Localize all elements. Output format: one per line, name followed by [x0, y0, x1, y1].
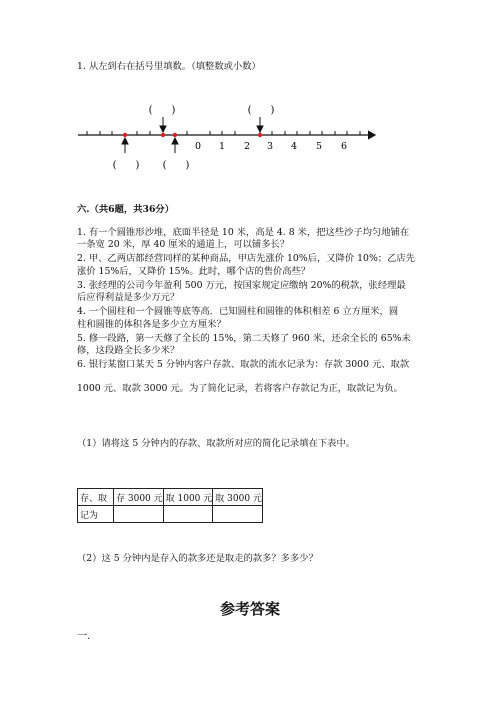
problem-line-4: 涨价 15%后，又降价 15%。此时，哪个店的售价高些？: [77, 266, 311, 277]
number-line: [0, 95, 500, 235]
answers-title: 参考答案: [219, 600, 280, 618]
red-point-4: [258, 133, 262, 137]
answers-section-1: 一.: [77, 631, 91, 642]
problem-line-9: 5. 修一段路，第一天修了全长的 15%，第二天修了 960 米，还余全长的 65%未: [77, 333, 411, 344]
tick-label-6: 6: [340, 141, 348, 152]
table-header-cell: 取 3000 元: [213, 489, 263, 506]
problem-line-11: 6. 银行某窗口某天 5 分钟内客户存款、取款的流水记录为：存款 3000 元、取款: [77, 359, 410, 370]
problem-line-7: 4. 一个圆柱和一个圆锥等底等高．已知圆柱和圆锥的体积相差 6 立方厘米，圆: [77, 306, 399, 317]
sub-question-2: （2）这 5 分钟内是存入的款多还是取走的款多？多多少？: [77, 553, 318, 564]
problem-line-12: 1000 元、取款 3000 元。为了简化记录，若将客户存款记为正，取款记为负。: [77, 383, 403, 394]
tick-label-4: 4: [290, 141, 298, 152]
tick-label-1: 1: [218, 141, 226, 152]
problem-line-10: 修，这段路全长多少米？: [77, 345, 180, 356]
red-point-3: [173, 133, 177, 137]
table-blank-cell: [163, 506, 213, 523]
blank-paren-top-1: ( ): [148, 105, 176, 116]
blank-paren-bottom-2: ( ): [162, 160, 190, 171]
arrow-down-2: [257, 117, 263, 132]
table-row: [78, 506, 263, 523]
tick-label-3: 3: [266, 141, 274, 152]
table-header-cell: 取 1000 元: [163, 489, 213, 506]
problem-line-1: 1. 有一个圆锥形沙堆，底面半径是 10 米，高是 4. 8 米，把这些沙子均匀地铺在: [77, 227, 410, 238]
problem-line-6: 后应得利益是多少万元？: [77, 292, 180, 303]
red-point-1: [123, 133, 127, 137]
tick-label-0: 0: [194, 141, 202, 152]
arrow-up-1: [122, 138, 128, 153]
red-point-2: [161, 133, 165, 137]
arrow-up-2: [172, 138, 178, 153]
blank-paren-bottom-1: ( ): [112, 160, 140, 171]
arrow-down-1: [160, 117, 166, 132]
question-1-title: 1. 从左到右在括号里填数。（填整数或小数）: [77, 61, 261, 72]
table-blank-cell: [114, 506, 164, 523]
table-header-cell: 存、取: [78, 489, 114, 506]
table-row-label: 记为: [78, 506, 114, 523]
problem-line-2: 一条宽 20 米，厚 40 厘米的通道上，可以铺多长？: [77, 239, 290, 250]
record-table: [77, 488, 263, 523]
section-6-header: 六.（共6题，共36分）: [77, 204, 175, 215]
axis-ticks: [87, 131, 360, 135]
table-header-cell: 存 3000 元: [114, 489, 164, 506]
problem-line-5: 3. 张经理的公司今年盈利 500 万元，按国家规定应缴纳 20%的税款，张经理最: [77, 280, 406, 291]
sub-question-1: （1）请将这 5 分钟内的存款、取款所对应的简化记录填在下表中。: [77, 438, 356, 449]
tick-label-2: 2: [243, 141, 251, 152]
blank-paren-top-2: ( ): [247, 105, 275, 116]
table-blank-cell: [213, 506, 263, 523]
problem-line-3: 2. 甲、乙两店都经营同样的某种商品，甲店先涨价 10%后，又降价 10%；乙店先: [77, 253, 415, 264]
problem-line-8: 柱和圆锥的体积各是多少立方厘米？: [77, 319, 226, 330]
table-row: [78, 489, 263, 506]
tick-label-5: 5: [315, 141, 323, 152]
